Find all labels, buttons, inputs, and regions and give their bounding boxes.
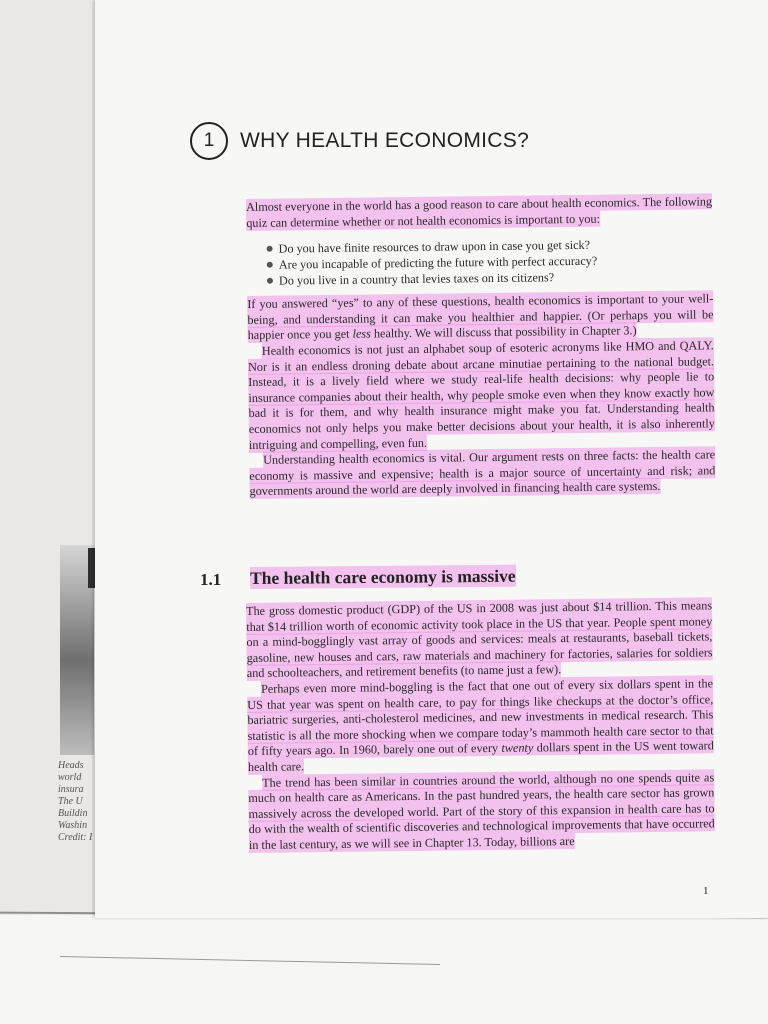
caption-line: Washin bbox=[58, 820, 88, 831]
intro-paragraph bbox=[246, 194, 712, 231]
bullet-icon bbox=[267, 246, 273, 252]
section-paragraph-3 bbox=[248, 770, 715, 854]
intro-paragraph-2 bbox=[247, 291, 714, 343]
caption-line: insura bbox=[58, 784, 84, 795]
chapter-heading bbox=[190, 122, 529, 160]
intro-text bbox=[246, 194, 716, 500]
section-paragraph-1 bbox=[246, 598, 713, 682]
section-text bbox=[246, 598, 715, 853]
highlighted-text: Perhaps even more mind-boggling is the fact that one out of every six dollars spent in the US that year was spent on health care, to pay for things like checkups at the doctor’s office, bariatric surgeries, anti-cholesterol medicines, and new investments in medical research. This statistic is all the more shocking when we compare today’s mammoth health care sector to that of fifty years ago. In 1960, barely one out of every twenty dollars spent in the US went toward health care. bbox=[247, 676, 714, 774]
bullet-icon bbox=[267, 262, 273, 268]
caption-line: The U bbox=[58, 796, 83, 807]
chapter-title: WHY HEALTH ECONOMICS? bbox=[240, 129, 530, 152]
intro-paragraph-3 bbox=[248, 338, 715, 453]
caption-line: Buildin bbox=[58, 808, 88, 819]
list-item: Do you have finite resources to draw upon in case you get sick? bbox=[267, 235, 713, 256]
section-title: The health care economy is massive bbox=[250, 565, 516, 588]
page-number: 1 bbox=[703, 885, 709, 897]
list-item: Do you live in a country that levies taxes on its citizens? bbox=[267, 267, 713, 288]
scan-background bbox=[0, 915, 768, 1024]
highlighted-text: Health economics is not just an alphabet soup of esoteric acronyms like HMO and QALY. Nor is it an endless droning debate about arcane minutiae pertaining to the national budget. Instead, it is a lively field where we study real-life health decisions: why people lie to insurance companies about their health, why people smoke even when they know exactly how bad it is for them, and why health insurance might make you fat. Understanding health economics not only helps you make better decisions about your health, it is also inherently intriguing and compelling, even fun. bbox=[247, 338, 715, 452]
bullet-icon bbox=[267, 278, 273, 284]
intro-paragraph-4 bbox=[249, 447, 716, 499]
section-number: 1.1 bbox=[200, 570, 222, 589]
section-paragraph-2 bbox=[247, 676, 714, 775]
caption-line: Heads bbox=[58, 760, 84, 771]
highlighted-text: The gross domestic product (GDP) of the US in 2008 was just about $14 trillion. This means that $14 trillion worth of economic activity took place in the US that year. People spent money on a mind-bogglingly vast array of goods and services: meals at restaurants, baseball tickets, gasoline, new houses and cars, raw materials and machinery for factories, salaries for soldiers and schoolteachers, and retirement benefits (to name just a few). bbox=[246, 598, 713, 681]
highlighted-text: Almost everyone in the world has a good reason to care about health economics. The following quiz can determine whether or not health economics is important to you: bbox=[246, 194, 713, 230]
list-item: Are you incapable of predicting the future with perfect accuracy? bbox=[267, 251, 713, 272]
chapter-number: 1 bbox=[190, 122, 228, 160]
quiz-list bbox=[267, 235, 714, 288]
caption-line: world bbox=[58, 772, 82, 783]
adjacent-page-caption bbox=[58, 760, 96, 844]
caption-line: Credit: I bbox=[58, 832, 93, 843]
highlighted-text: If you answered “yes” to any of these questions, health economics is important to your well-being, and understanding it can make you healthier and happier. (Or perhaps you will be happier once you get less healthy. We will discuss that possibility in Chapter 3.) bbox=[247, 291, 714, 343]
highlighted-text: Understanding health economics is vital. Our argument rests on three facts: the health care economy is massive and expensive; health is a major source of uncertainty and risk; and governments around the world are deeply involved in financing health care systems. bbox=[249, 447, 716, 499]
highlighted-text: The trend has been similar in countries around the world, although no one spends quite as much on health care as Americans. In the past hundred years, the health care sector has grown massively across the developed world. Part of the story of this expansion in health care has to do with the wealth of scientific discoveries and technological improvements that have occurred in the last century, as we will see in Chapter 13. Today, billions are bbox=[248, 769, 715, 852]
